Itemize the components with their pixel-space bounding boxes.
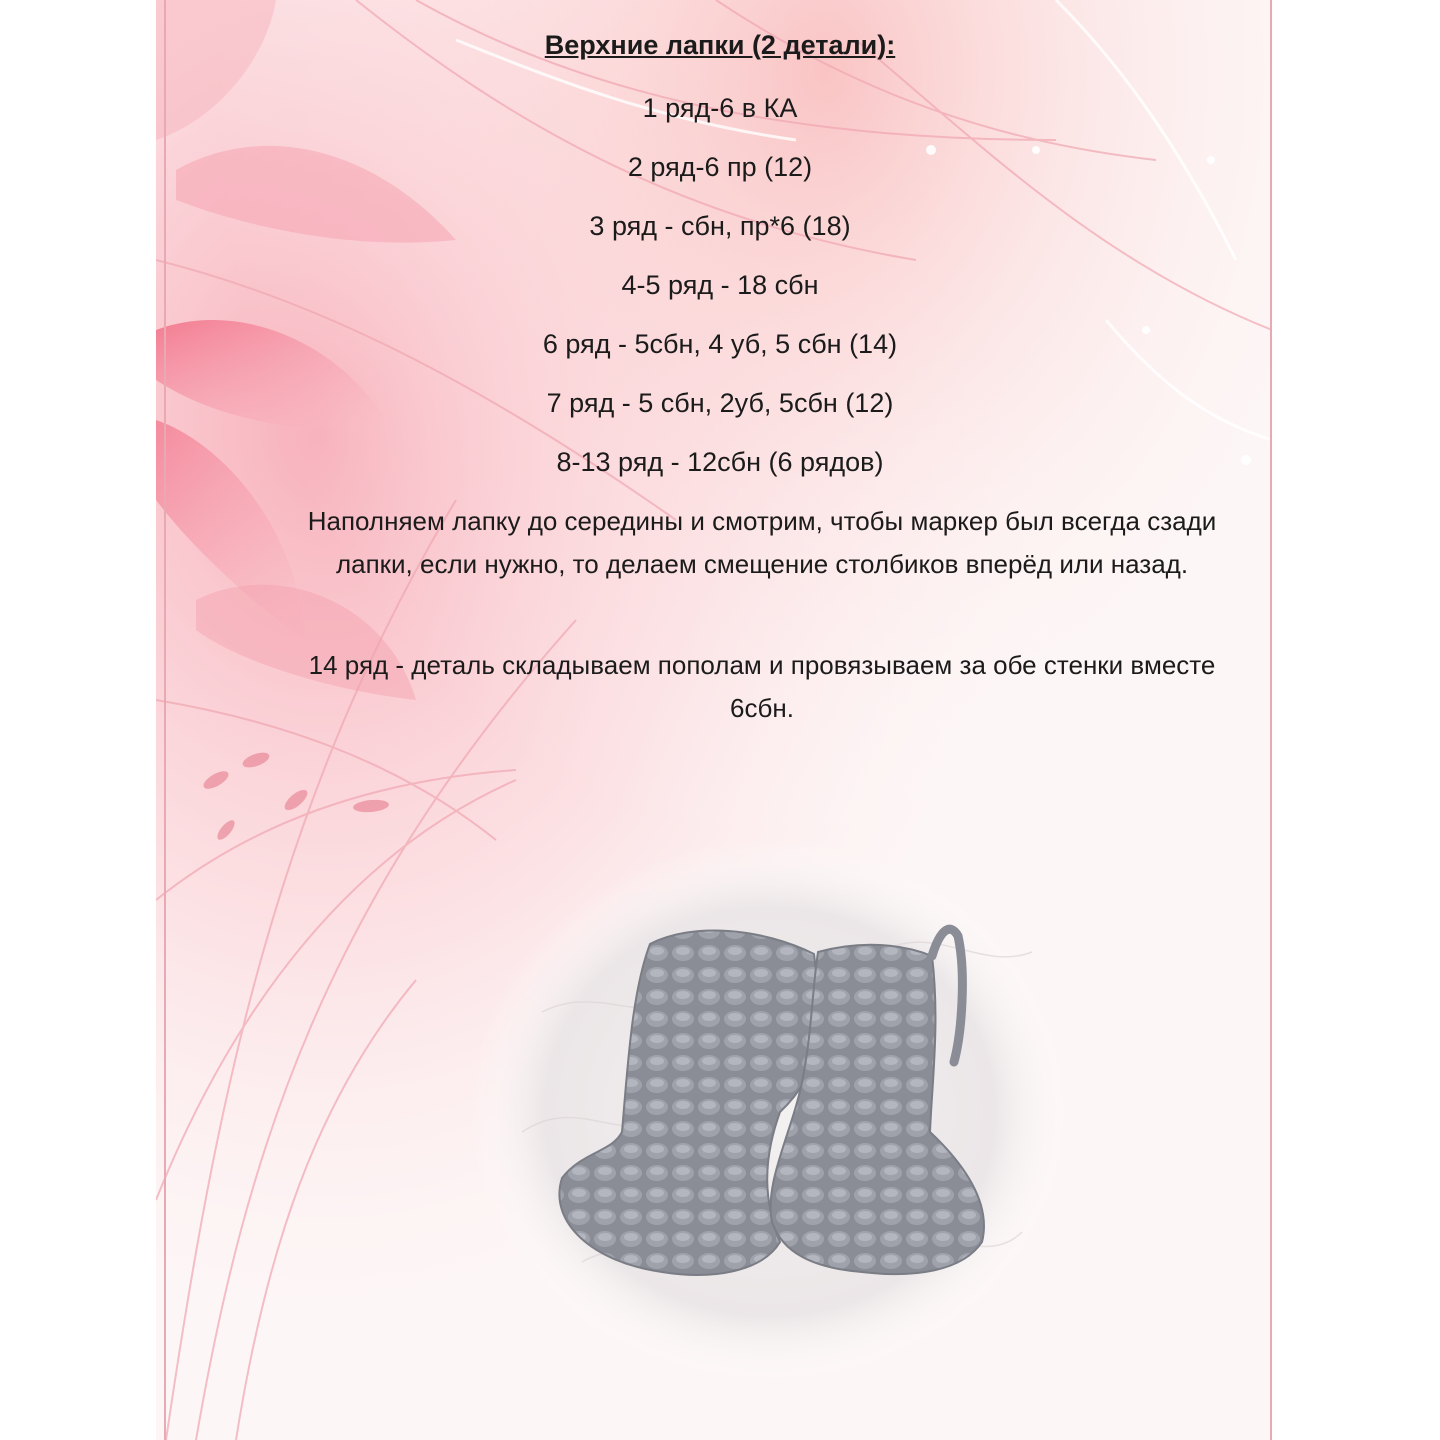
row-item: 1 ряд-6 в КА xyxy=(642,93,798,123)
instruction-paragraph: Наполняем лапку до середины и смотрим, чтобы маркер был всегда сзади лапки, если нужно, то делаем смещение столбиков вперёд или назад. xyxy=(307,506,1217,579)
row-item: 8-13 ряд - 12сбн (6 рядов) xyxy=(556,447,884,477)
row-item: 2 ряд-6 пр (12) xyxy=(627,152,813,182)
heading: Верхние лапки (2 детали): xyxy=(544,30,896,60)
instruction-paragraph: 14 ряд - деталь складываем пополам и провязываем за обе стенки вместе 6сбн. xyxy=(308,650,1216,723)
row-list xyxy=(0,88,1440,501)
crocheted-paws-photo xyxy=(462,832,1078,1392)
row-item: 3 ряд - сбн, пр*6 (18) xyxy=(589,211,851,241)
row-item: 4-5 ряд - 18 сбн xyxy=(621,270,819,300)
row-item: 6 ряд - 5сбн, 4 уб, 5 сбн (14) xyxy=(542,329,898,359)
row-item: 7 ряд - 5 сбн, 2уб, 5сбн (12) xyxy=(546,388,894,418)
